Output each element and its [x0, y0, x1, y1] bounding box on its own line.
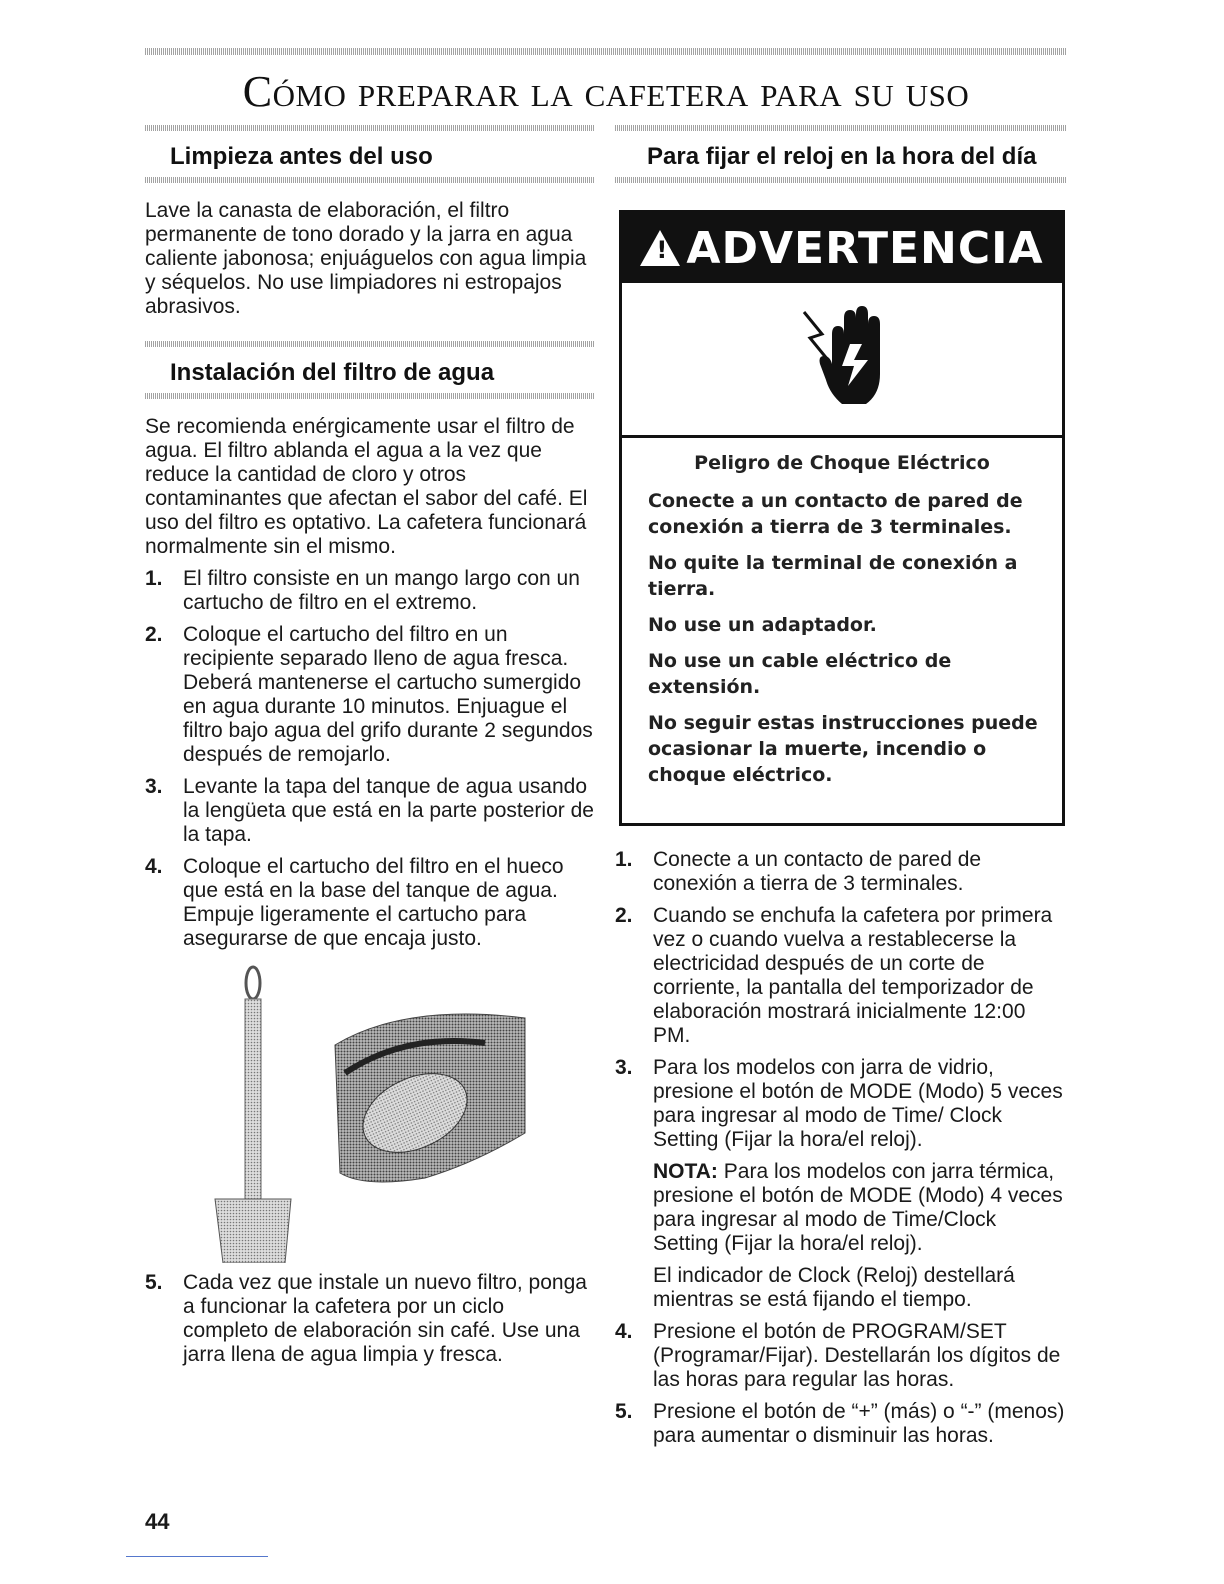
filter-illustration: [145, 963, 595, 1263]
clock-steps: [615, 848, 1067, 1456]
footer-line: [126, 1556, 268, 1557]
clock-indicator-note: El indicador de Clock (Reloj) destellará mientras se está fijando el tiempo.: [653, 1264, 1015, 1311]
top-rule: [145, 48, 1067, 55]
section-rule: [145, 393, 595, 399]
section-rule: [615, 125, 1067, 131]
section-rule: [615, 177, 1067, 183]
filter-intro: Se recomienda enérgicamente usar el filtro de agua. El filtro ablanda el agua a la vez que reduce la cantidad de cloro y otros contaminantes que afectan el sabor del café. El uso del filtro es optativo. La cafetera funcionará normalmente sin el mismo.: [145, 415, 588, 558]
warning-line: No quite la terminal de conexión a tierra.: [648, 552, 1018, 600]
list-item: 3. Levante la tapa del tanque de agua usando la lengüeta que está en la parte posterior de la tapa.: [145, 775, 594, 846]
list-item: 2. Cuando se enchufa la cafetera por primera vez o cuando vuelva a restablecerse la electricidad después de un corte de corriente, la pantalla del temporizador de elaboración mostrará inicialmente 12:00 PM.: [615, 904, 1053, 1047]
warning-box: [619, 210, 1065, 826]
cleaning-text: Lave la canasta de elaboración, el filtro permanente de tono dorado y la jarra en agua caliente jabonosa; enjuáguelos con agua limpia y séquelos. No use limpiadores ni estropajos abrasivos.: [145, 199, 587, 318]
right-column: [615, 125, 1067, 183]
list-item: 5. Cada vez que instale un nuevo filtro, ponga a funcionar la cafetera por un ciclo completo de elaboración sin café. Use una jarra llena de agua limpia y fresca.: [145, 1271, 587, 1366]
warning-line: No use un cable eléctrico de extensión.: [648, 650, 952, 698]
water-tank-icon: [335, 1014, 525, 1182]
warning-banner: [622, 213, 1062, 283]
list-item: 2. Coloque el cartucho del filtro en un recipiente separado lleno de agua fresca. Deberá mantenerse el cartucho sumergido en agua durante 10 minutos. Enjuague el filtro bajo agua del grifo durante 2 segundos después de remojarlo.: [145, 623, 593, 766]
clock-heading: Para fijar el reloj en la hora del día: [647, 143, 1037, 170]
shock-hazard-icon-area: [622, 283, 1062, 438]
section-rule: [145, 125, 595, 131]
left-column: [145, 125, 595, 1375]
note: NOTA: Para los modelos con jarra térmica, presione el botón de MODE (Modo) 4 veces para ingresar al modo de Time/Clock Setting (Fijar la hora/el reloj).: [653, 1160, 1063, 1255]
filter-steps: [145, 567, 595, 951]
page-title: Cómo preparar la cafetera para su uso: [242, 67, 970, 116]
list-item: 4. Coloque el cartucho del filtro en el hueco que está en la base del tanque de agua. Empuje ligeramente el cartucho para asegurarse de que encaja justo.: [145, 855, 564, 950]
list-item: 1. El filtro consiste en un mango largo con un cartucho de filtro en el extremo.: [145, 567, 580, 614]
warning-triangle-icon: !: [640, 230, 680, 266]
section-rule: [145, 177, 595, 183]
list-item: 1. Conecte a un contacto de pared de conexión a tierra de 3 terminales.: [615, 848, 982, 895]
warning-line: No use un adaptador.: [648, 614, 877, 636]
warning-line: Conecte a un contacto de pared de conexión a tierra de 3 terminales.: [648, 490, 1023, 538]
section-rule: [145, 341, 595, 347]
list-item: 5. Presione el botón de “+” (más) o “-” (menos) para aumentar o disminuir las horas.: [615, 1400, 1065, 1447]
electric-shock-hand-icon: [802, 304, 882, 414]
filter-stick-icon: [215, 967, 291, 1263]
warning-title: Peligro de Choque Eléctrico: [694, 452, 990, 474]
filter-heading: Instalación del filtro de agua: [170, 359, 495, 386]
filter-steps-continued: [145, 1271, 595, 1367]
cleaning-heading: Limpieza antes del uso: [170, 143, 433, 170]
list-item: 4. Presione el botón de PROGRAM/SET (Programar/Fijar). Destellarán los dígitos de las horas para regular las horas.: [615, 1320, 1061, 1391]
page-number: 44: [145, 1509, 170, 1534]
warning-banner-text: ADVERTENCIA: [686, 222, 1044, 274]
warning-text: [622, 438, 1062, 788]
warning-line: No seguir estas instrucciones puede ocasionar la muerte, incendio o choque eléctrico.: [648, 712, 1038, 786]
list-item: 3. Para los modelos con jarra de vidrio, presione el botón de MODE (Modo) 5 veces para ingresar al modo de Time/ Clock Setting (Fijar la hora/el reloj). NOTA: Para los modelos con jarra térmica, presione el botón de MODE (Modo) 4 veces para ingresar al modo de Time/Clock Setting (Fijar la hora/el reloj). El indicador de Clock (Reloj) destellará mientras se está fijando el tiempo.: [615, 1056, 1067, 1312]
